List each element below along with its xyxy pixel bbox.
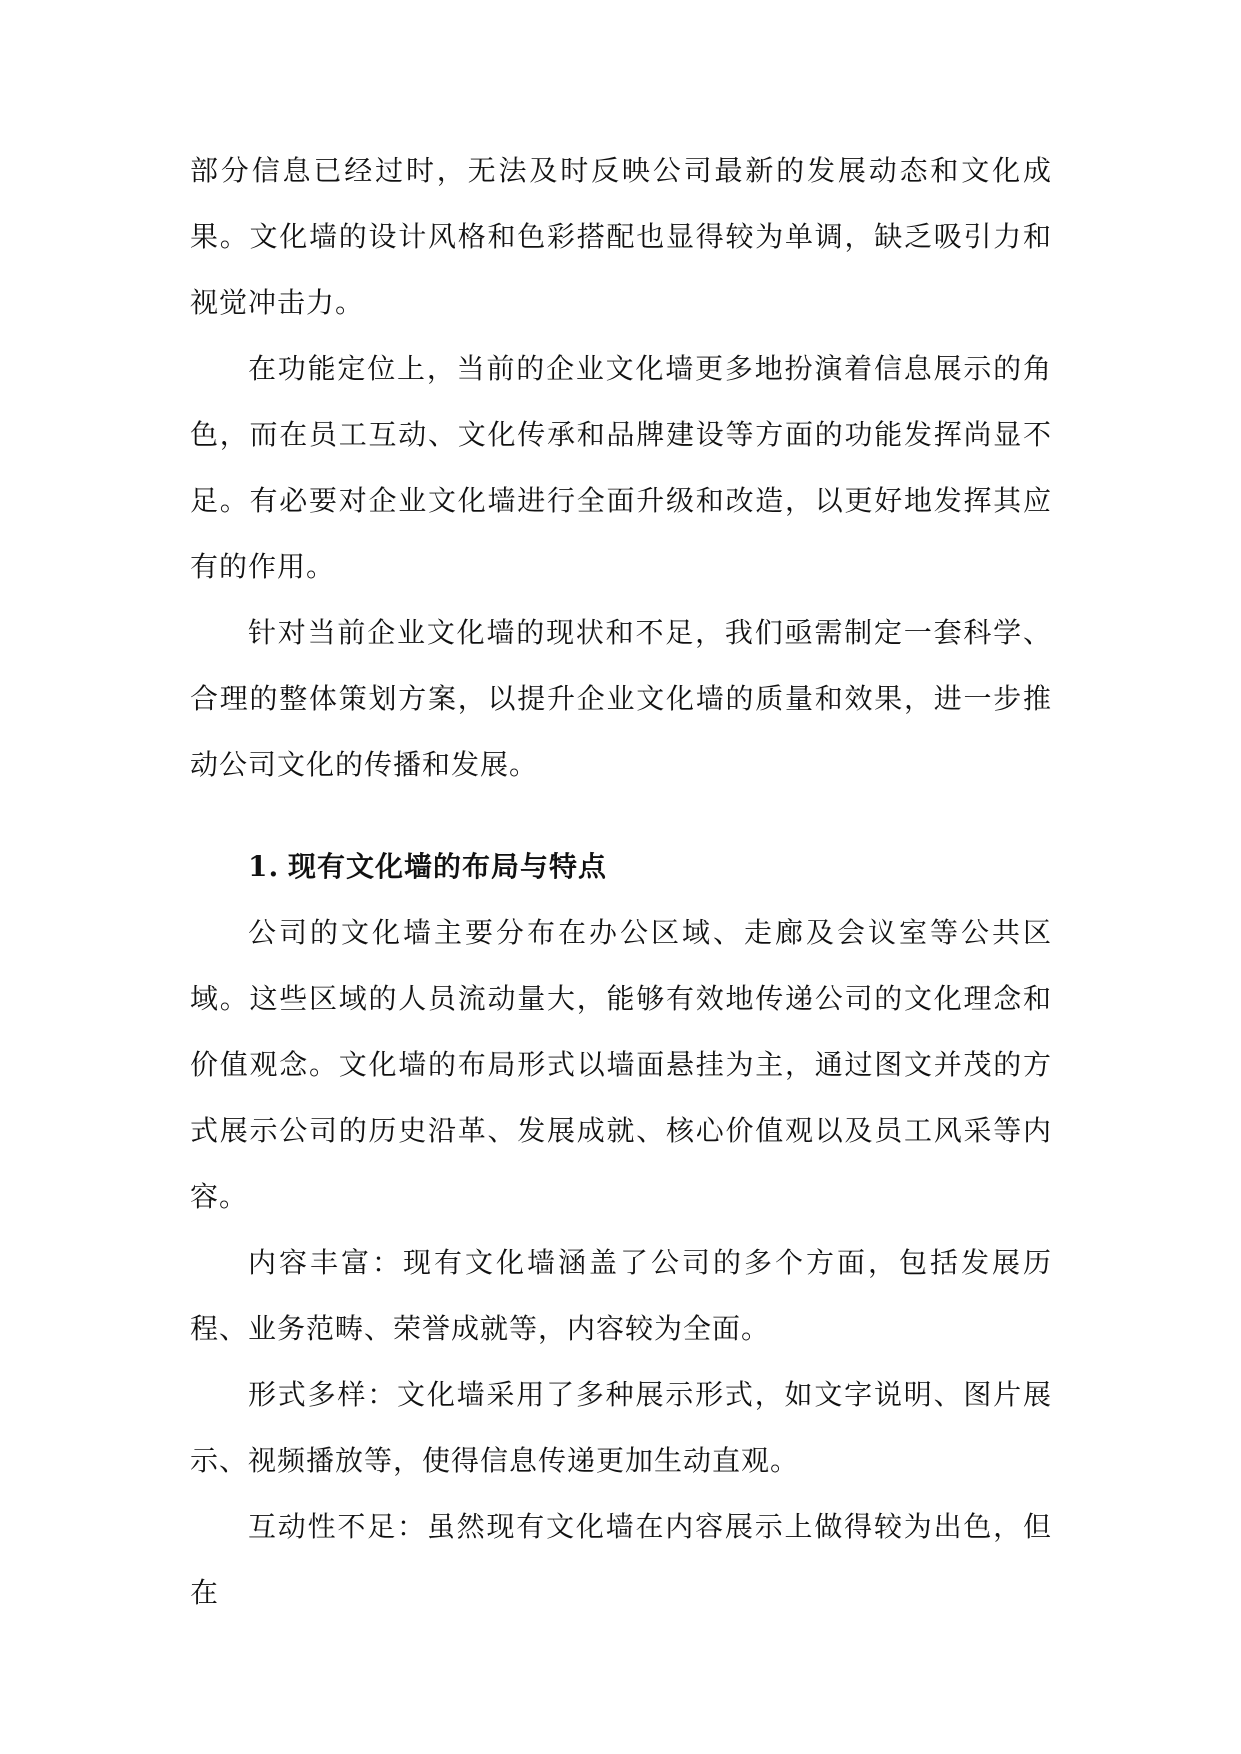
section-heading: [190, 834, 1052, 900]
paragraph-continuation: 部分信息已经过时，无法及时反映公司最新的发展动态和文化成果。文化墙的设计风格和色彩搭配也显得较为单调，缺乏吸引力和视觉冲击力。: [190, 154, 1052, 319]
paragraph-layout-overview: 公司的文化墙主要分布在办公区域、走廊及会议室等公共区域。这些区域的人员流动量大，能够有效地传递公司的文化理念和价值观念。文化墙的布局形式以墙面悬挂为主，通过图文并茂的方式展示公司的历史沿革、发展成就、核心价值观以及员工风采等内容。: [190, 916, 1052, 1213]
paragraph-diverse-forms: 形式多样：文化墙采用了多种展示形式，如文字说明、图片展示、视频播放等，使得信息传递更加生动直观。: [190, 1378, 1052, 1477]
document-body: [190, 138, 1052, 1626]
paragraph-planning-need: 针对当前企业文化墙的现状和不足，我们亟需制定一套科学、合理的整体策划方案，以提升企业文化墙的质量和效果，进一步推动公司文化的传播和发展。: [190, 616, 1052, 781]
section-number: 1.: [248, 850, 280, 883]
paragraph-lack-of-interaction: 互动性不足：虽然现有文化墙在内容展示上做得较为出色，但在: [190, 1510, 1052, 1609]
paragraph-rich-content: 内容丰富：现有文化墙涵盖了公司的多个方面，包括发展历程、业务范畴、荣誉成就等，内容较为全面。: [190, 1246, 1052, 1345]
section-title: 现有文化墙的布局与特点: [288, 850, 608, 883]
paragraph-function-positioning: 在功能定位上，当前的企业文化墙更多地扮演着信息展示的角色，而在员工互动、文化传承和品牌建设等方面的功能发挥尚显不足。有必要对企业文化墙进行全面升级和改造，以更好地发挥其应有的作用。: [190, 352, 1052, 583]
